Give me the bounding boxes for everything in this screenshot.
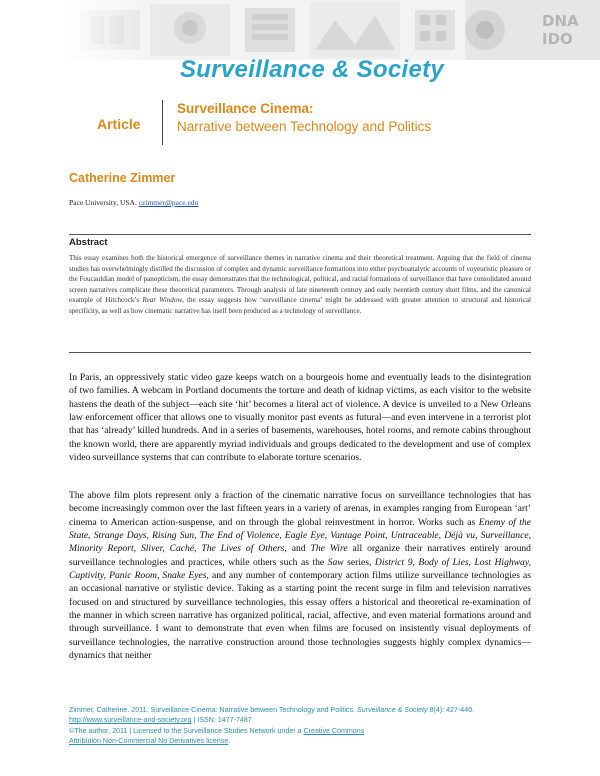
author-affiliation-line	[69, 198, 198, 207]
body-paragraph-1: In Paris, an oppressively static video gaze keeps watch on a bourgeois home and eventually leads to the disintegration of two families. A webcam in Portland documents the torture and death of kidnap victims, as each visitor to the website hastens the death of the subject—each site ‘hit’ becomes a literal act of violence. A device is unveiled to a New Orleans law enforcement officer that allows one to visually monitor past events as futural—and even intervene in a terrorist plot that has ‘already’ killed hundreds. And in a series of basements, warehouses, hotel rooms, and remote cabins throughout the known world, there are apparently myriad individuals and groups dedicated to the development and use of complex video surveillance systems that can contribute to elaborate torture scenarios.	[69, 372, 531, 464]
url-line: http://www.surveillance-and-society.org | ISSN: 1477-7487	[69, 716, 252, 725]
banner-collage-image	[60, 0, 600, 60]
citation-line: Zimmer, Catherine. 2011. Surveillance Cinema: Narrative between Technology and Politics. Surveillance & Society 8(4): 427-440.	[69, 706, 475, 714]
film-title-saw: Saw	[327, 556, 344, 568]
license-line-2: Attribution Non-Commercial No Derivatives license.	[69, 737, 231, 746]
abstract-text: This essay examines both the historical emergence of surveillance themes in narrative cinema and their theoretical treatment. Arguing that the field of cinema studies has overwhelmingly distilled the discussion of complex and dynamic surveillance formations into either psychoanalytic accounts of voyeuristic pleasure or the Foucauldian model of panopticism, the essay demonstrates that the technological, political, and racial formations of surveillance that have consolidated around screen narratives complicate these theoretical parameters. Through analysis of late nineteenth century and early twentieth century short films, and the canonical example of Hitchcock’s Rear Window, the essay suggests how ‘surveillance cinema’ might be addressed with greater attention to structural and historical specificity, as well as how cinematic narrative has itself been produced as a technology of surveillance.	[69, 254, 531, 315]
film-titles-list: Enemy of the State, Strange Days, Rising Sun, The End of Violence, Eagle Eye, Vantage Point, Untraceable, Déjà vu, Surveillance, Minority Report, Sliver, Caché, The Lives of Others	[69, 516, 531, 555]
journal-url-link[interactable]: http://www.surveillance-and-society.org	[69, 716, 192, 725]
journal-title: Surveillance & Society	[180, 56, 445, 83]
film-title-rear-window: Rear Window	[142, 296, 183, 305]
abstract-divider	[69, 352, 531, 353]
license-line: ©The author, 2011 | Licensed to the Surveillance Studies Network under a Creative Commons	[69, 726, 365, 735]
issn: ISSN: 1477-7487	[197, 716, 252, 725]
banner-letters-top: DNA	[542, 12, 579, 30]
volume-issue: 8(4): 427-440.	[429, 706, 475, 714]
creative-commons-link[interactable]: Creative Commons	[303, 726, 365, 735]
film-title-the-wire: The Wire	[310, 543, 348, 555]
film-titles-list-2: District 9, Body of Lies, Lost Highway, Captivity, Panic Room, Snake Eyes	[69, 556, 531, 582]
journal-reference: Surveillance & Society	[356, 706, 428, 714]
article-subtitle: Narrative between Technology and Politics	[177, 119, 432, 134]
body-paragraph-2: The above film plots represent only a fraction of the cinematic narrative focus on surveillance technologies that has become increasingly common over the last fifteen years in a variety of arenas, in examples ranging from European ‘art’ cinema to American action-suspense, and on through the global reinvestment in horror. Works such as Enemy of the State, Strange Days, Rising Sun, The End of Violence, Eagle Eye, Vantage Point, Untraceable, Déjà vu, Surveillance, Minority Report, Sliver, Caché, The Lives of Others, and The Wire all organize their narratives entirely around surveillance technologies and practices, while others such as the Saw series, District 9, Body of Lies, Lost Highway, Captivity, Panic Room, Snake Eyes, and any number of contemporary action films utilize surveillance technologies as an occasional narrative or stylistic device. Taking as a starting point the recent surge in film and television narratives focused on and structured by surveillance technologies, this essay offers a historical and theoretical re-examination of the manner in which screen narrative has organized political, racial, affective, and even material formations around and through surveillance. I want to demonstrate that even when films are focused on insistently visual deployments of surveillance technologies, the narrative construction around those technologies suggests highly complex dynamics—dynamics that neither	[69, 490, 532, 662]
title-divider	[162, 100, 163, 145]
citation-footer	[69, 705, 539, 747]
abstract-heading: Abstract	[69, 234, 531, 248]
article-title: Surveillance Cinema:	[177, 101, 314, 116]
banner-letters-bottom: IDO	[542, 30, 573, 48]
license-link[interactable]: Attribution Non-Commercial No Derivatives license	[69, 737, 229, 746]
journal-banner	[0, 0, 600, 92]
author-name: Catherine Zimmer	[69, 171, 176, 185]
copyright: ©The author, 2011	[69, 726, 128, 735]
author-affiliation: Pace University, USA.	[69, 198, 137, 207]
author-email-link[interactable]: czimmer@pace.edu	[138, 198, 199, 207]
article-type-label: Article	[97, 116, 141, 132]
